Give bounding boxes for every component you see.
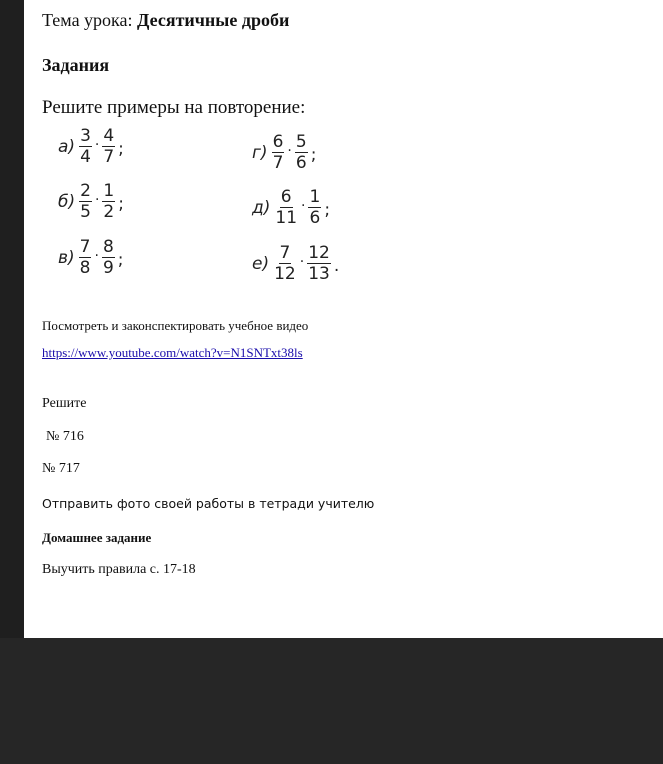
review-instruction: Решите примеры на повторение: xyxy=(42,97,306,118)
denominator: 6 xyxy=(309,208,321,228)
fraction-2 xyxy=(102,237,115,278)
punctuation: ; xyxy=(118,193,124,214)
tasks-heading: Задания xyxy=(42,55,110,75)
numerator: 8 xyxy=(102,237,114,257)
denominator: 12 xyxy=(274,264,296,284)
send-photo-instruction: Отправить фото своей работы в тетради учителю xyxy=(42,496,375,511)
fraction-1 xyxy=(273,243,297,284)
fraction-1 xyxy=(272,132,285,173)
topic-label: Тема урока: xyxy=(42,10,138,30)
fraction-2 xyxy=(102,126,115,167)
example-f xyxy=(252,243,339,284)
homework-heading: Домашнее задание xyxy=(42,530,152,545)
fraction-1 xyxy=(274,187,298,228)
example-label: а) xyxy=(58,136,76,157)
numerator: 6 xyxy=(272,132,284,152)
punctuation: ; xyxy=(117,249,124,270)
fraction-2 xyxy=(307,243,331,284)
punctuation: . xyxy=(333,255,340,276)
fraction-1 xyxy=(79,237,92,278)
example-c xyxy=(58,237,124,278)
example-label: г) xyxy=(252,142,268,163)
denominator: 4 xyxy=(80,147,91,167)
example-label: д) xyxy=(252,197,271,218)
fraction-1 xyxy=(79,181,92,222)
numerator: 7 xyxy=(279,243,291,263)
denominator: 2 xyxy=(103,202,115,222)
denominator: 13 xyxy=(308,264,330,284)
denominator: 11 xyxy=(275,208,298,228)
denominator: 7 xyxy=(103,147,115,167)
fraction-2 xyxy=(102,181,115,222)
video-link[interactable]: https://www.youtube.com/watch?v=N1SNTxt38ls xyxy=(42,345,303,360)
example-label: в) xyxy=(58,247,75,268)
fraction-1 xyxy=(79,126,92,167)
denominator: 9 xyxy=(102,258,114,278)
numerator: 4 xyxy=(103,126,115,146)
example-d xyxy=(252,132,316,173)
numerator: 6 xyxy=(280,187,292,207)
homework-text: Выучить правила с. 17-18 xyxy=(42,562,196,577)
document-page xyxy=(24,0,663,638)
numerator: 12 xyxy=(308,243,330,263)
numerator: 7 xyxy=(79,237,91,257)
multiply-sign: · xyxy=(94,191,100,208)
punctuation: ; xyxy=(118,138,124,159)
multiply-sign: · xyxy=(287,142,292,159)
task-717: № 717 xyxy=(42,461,80,476)
example-a xyxy=(58,126,124,167)
denominator: 5 xyxy=(80,202,91,222)
example-label: б) xyxy=(58,191,76,212)
numerator: 2 xyxy=(80,181,91,201)
multiply-sign: · xyxy=(94,136,100,153)
fraction-2 xyxy=(295,132,308,173)
denominator: 8 xyxy=(79,258,91,278)
multiply-sign: · xyxy=(299,253,305,270)
numerator: 1 xyxy=(103,181,115,201)
punctuation: ; xyxy=(324,199,331,220)
numerator: 1 xyxy=(309,187,321,207)
task-716: № 716 xyxy=(46,429,84,444)
example-b xyxy=(58,181,124,222)
topic-value: Десятичные дроби xyxy=(137,10,290,30)
fraction-2 xyxy=(308,187,321,228)
denominator: 7 xyxy=(272,153,284,173)
example-e xyxy=(252,187,330,228)
numerator: 5 xyxy=(295,132,307,152)
example-label: е) xyxy=(252,253,270,274)
punctuation: ; xyxy=(310,144,317,165)
numerator: 3 xyxy=(80,126,91,146)
multiply-sign: · xyxy=(301,197,306,214)
lesson-topic xyxy=(42,10,289,31)
multiply-sign: · xyxy=(94,247,99,264)
solve-heading: Решите xyxy=(42,396,87,411)
denominator: 6 xyxy=(295,153,307,173)
bottom-dark-area xyxy=(0,638,663,764)
video-instruction: Посмотреть и законспектировать учебное видео xyxy=(42,318,309,333)
